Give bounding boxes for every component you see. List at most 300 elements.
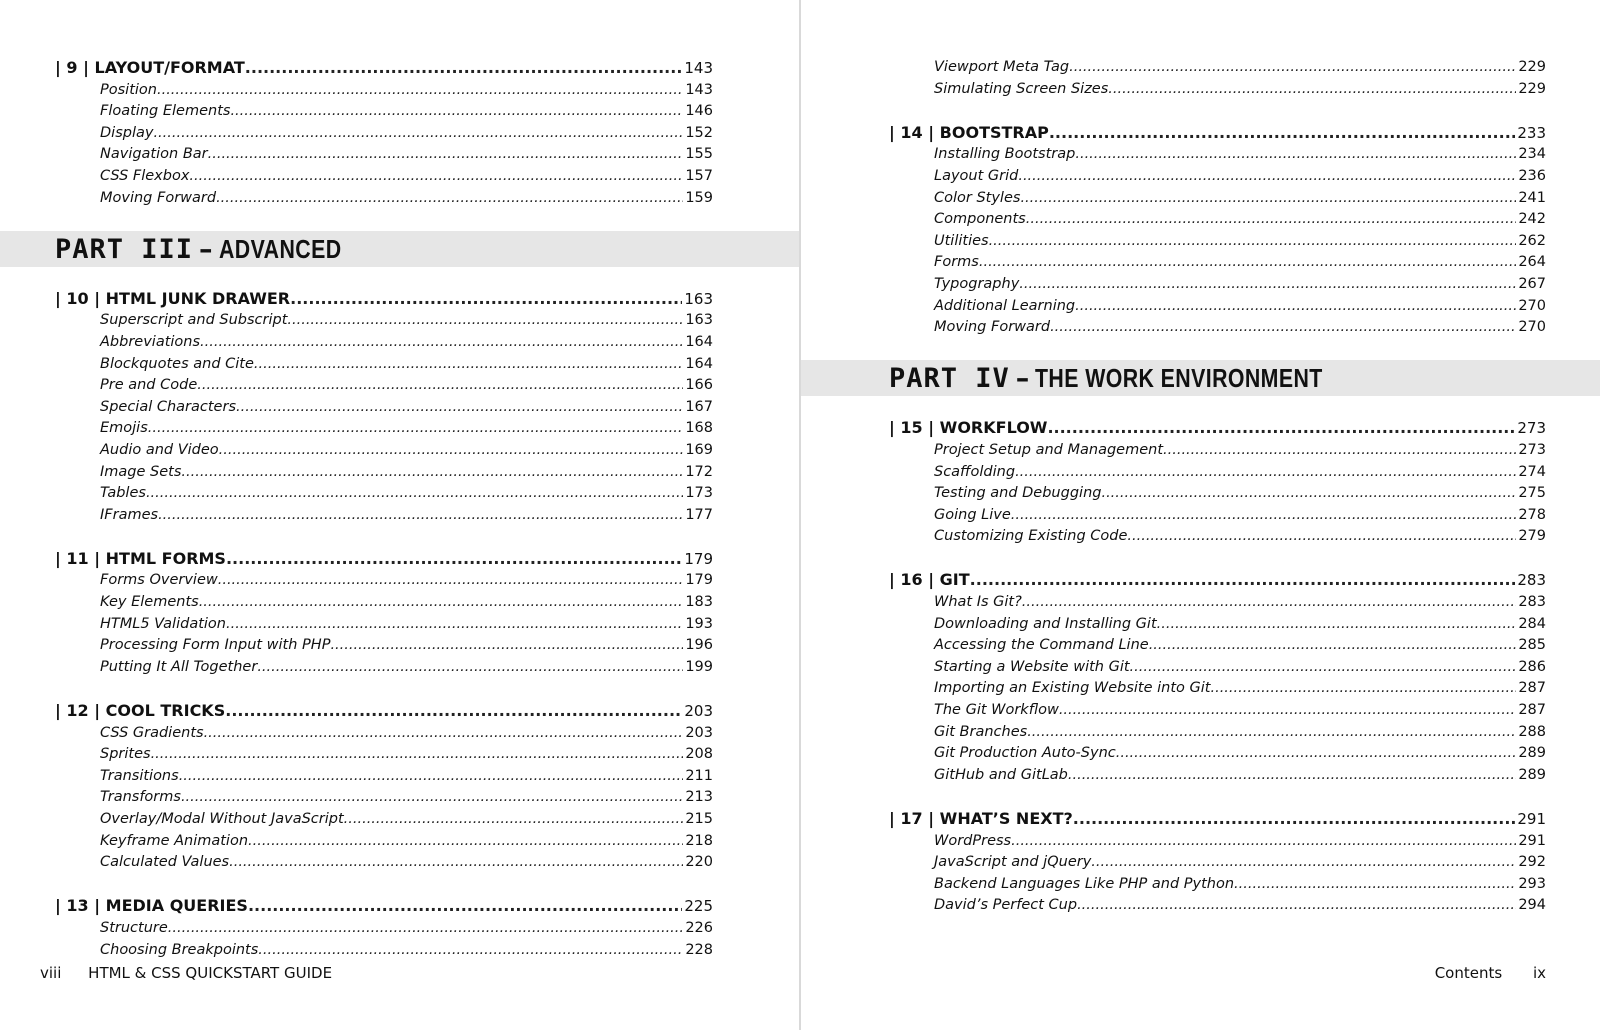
toc-entry [55, 787, 713, 809]
toc-entry-title: Structure [100, 919, 168, 936]
toc-entry-page-number: 218 [685, 832, 713, 849]
dot-leader [151, 744, 684, 766]
dot-leader [1073, 808, 1516, 830]
toc-entry-title: Position [100, 81, 157, 98]
part-title: ADVANCED [218, 233, 342, 264]
toc-column-left [55, 57, 713, 983]
toc-entry [55, 766, 713, 788]
part-dash: – [199, 233, 213, 265]
toc-entry [55, 505, 713, 527]
toc-entry [889, 874, 1546, 896]
chapter-block [55, 288, 713, 527]
toc-entry [55, 101, 713, 123]
toc-entry-page-number: 292 [1518, 854, 1546, 871]
dot-leader [1077, 895, 1516, 917]
dot-leader [1015, 462, 1516, 484]
toc-entry [55, 852, 713, 874]
toc-entry [55, 592, 713, 614]
chapter-heading-page-number: 283 [1517, 571, 1546, 590]
toc-entry-page-number: 287 [1518, 680, 1546, 697]
dot-leader [216, 188, 683, 210]
toc-entry-page-number: 242 [1518, 211, 1546, 228]
chapter-heading [55, 895, 713, 918]
toc-entry-page-number: 279 [1518, 528, 1546, 545]
dot-leader [1116, 743, 1517, 765]
toc-entry-title: Git Branches [934, 723, 1028, 740]
toc-entry-title: Accessing the Command Line [934, 637, 1149, 654]
toc-entry-title: WordPress [934, 832, 1012, 849]
toc-entry-page-number: 196 [685, 637, 713, 654]
toc-entry-title: What Is Git? [934, 594, 1022, 611]
toc-entry-title: Keyframe Animation [100, 832, 249, 849]
toc-entry [889, 831, 1546, 853]
dot-leader [181, 787, 683, 809]
page-footer-right [1435, 964, 1546, 982]
chapter-heading-page-number: 291 [1517, 810, 1546, 828]
dot-leader [218, 570, 684, 592]
chapter-heading [55, 57, 713, 80]
toc-entry-title: Transforms [100, 789, 181, 806]
toc-entry-page-number: 234 [1518, 146, 1546, 163]
dot-leader [181, 462, 683, 484]
chapter-heading-title: | 15 | WORKFLOW [889, 418, 1048, 438]
chapter-heading [55, 288, 713, 311]
toc-entry-page-number: 168 [685, 420, 713, 437]
toc-entry-page-number: 169 [685, 441, 713, 458]
toc-entry-page-number: 193 [685, 615, 713, 632]
toc-entry-title: Special Characters [100, 398, 236, 415]
toc-entry-page-number: 208 [685, 746, 713, 763]
toc-entry [55, 744, 713, 766]
toc-entry-page-number: 146 [685, 103, 713, 120]
toc-entry-title: Color Styles [934, 189, 1021, 206]
toc-entry-page-number: 275 [1518, 485, 1546, 502]
toc-entry [889, 317, 1546, 339]
part-number: PART III [55, 233, 194, 265]
chapter-heading-title: | 17 | WHAT’S NEXT? [889, 809, 1073, 828]
toc-entry [889, 188, 1546, 210]
toc-entry [55, 418, 713, 440]
toc-entry [889, 765, 1546, 787]
dot-leader [199, 592, 684, 614]
toc-entry [55, 123, 713, 145]
toc-entry [889, 592, 1546, 614]
toc-entry-title: Putting It All Together [100, 658, 258, 675]
toc-entry [889, 635, 1546, 657]
toc-entry [55, 354, 713, 376]
toc-entry-page-number: 274 [1518, 463, 1546, 480]
toc-entry [55, 80, 713, 102]
toc-entry-page-number: 294 [1518, 897, 1546, 914]
toc-entry-title: Forms [934, 254, 979, 271]
dot-leader [1019, 274, 1516, 296]
toc-entry-title: HTML5 Validation [100, 615, 226, 632]
toc-entry-page-number: 164 [685, 333, 713, 350]
dot-leader [1163, 440, 1516, 462]
toc-entry [55, 570, 713, 592]
part-heading-band [801, 360, 1600, 396]
toc-entry [55, 310, 713, 332]
dot-leader [1130, 657, 1517, 679]
dot-leader [200, 332, 683, 354]
toc-entry-title: Floating Elements [100, 103, 231, 120]
toc-entry [55, 332, 713, 354]
toc-entry-page-number: 164 [685, 355, 713, 372]
toc-entry-title: Testing and Debugging [934, 485, 1102, 502]
toc-entry-title: IFrames [100, 506, 159, 523]
toc-entry [889, 722, 1546, 744]
part-number: PART IV [889, 363, 1010, 395]
chapter-heading [55, 548, 713, 571]
toc-entry-page-number: 157 [685, 167, 713, 184]
dot-leader [1101, 483, 1516, 505]
toc-entry [889, 462, 1546, 484]
toc-entry-title: Audio and Video [100, 441, 219, 458]
toc-entry-page-number: 284 [1518, 615, 1546, 632]
chapter-heading-page-number: 179 [684, 549, 713, 568]
dot-leader [158, 505, 683, 527]
toc-entry-page-number: 199 [685, 658, 713, 675]
dot-leader [179, 766, 684, 788]
toc-entry-title: Additional Learning [934, 297, 1076, 314]
toc-entry-title: CSS Gradients [100, 724, 204, 741]
toc-entry-title: David’s Perfect Cup [934, 897, 1078, 914]
chapter-heading [55, 700, 713, 723]
toc-entry-page-number: 152 [685, 124, 713, 141]
dot-leader [236, 397, 683, 419]
left-page [0, 0, 799, 1030]
dot-leader [226, 614, 683, 636]
toc-entry-page-number: 283 [1518, 594, 1546, 611]
dot-leader [1210, 678, 1516, 700]
toc-entry-page-number: 287 [1518, 702, 1546, 719]
toc-entry-page-number: 211 [685, 767, 713, 784]
toc-entry-page-number: 215 [685, 811, 713, 827]
toc-entry [55, 144, 713, 166]
part-heading [55, 231, 799, 271]
toc-entry-title: Navigation Bar [100, 146, 208, 163]
toc-entry [889, 678, 1546, 700]
footer-page-number: ix [1532, 964, 1546, 982]
toc-entry-title: Calculated Values [100, 854, 230, 871]
dot-leader [248, 831, 683, 853]
chapter-heading [889, 808, 1546, 831]
toc-entry-page-number: 285 [1518, 637, 1546, 654]
part-heading [889, 360, 1600, 400]
toc-entry [889, 166, 1546, 188]
dot-leader [257, 657, 683, 679]
toc-entry [889, 79, 1546, 101]
toc-entry-title: Project Setup and Management [934, 441, 1164, 458]
dot-leader [970, 569, 1516, 591]
toc-entry-page-number: 143 [685, 81, 713, 98]
toc-entry-page-number: 262 [1518, 232, 1546, 249]
toc-entry-title: Tables [100, 485, 146, 502]
dot-leader [330, 635, 683, 657]
toc-entry-title: Pre and Code [100, 377, 198, 394]
toc-entry [889, 57, 1546, 79]
toc-entry [55, 375, 713, 397]
toc-entry-title: Emojis [100, 420, 148, 437]
toc-entry-page-number: 241 [1518, 189, 1546, 206]
toc-entry [55, 918, 713, 940]
toc-entry-page-number: 163 [685, 312, 713, 329]
toc-entry-title: Utilities [934, 232, 989, 249]
dot-leader [979, 252, 1516, 274]
toc-entry-page-number: 179 [685, 572, 713, 589]
toc-entry-title: Going Live [934, 506, 1011, 523]
toc-entry-page-number: 264 [1518, 254, 1546, 271]
toc-entry-page-number: 291 [1518, 832, 1546, 849]
dot-leader [230, 101, 683, 123]
toc-entry-page-number: 278 [1518, 506, 1546, 523]
toc-entry-page-number: 229 [1518, 59, 1546, 75]
continued-entries-block [889, 57, 1546, 100]
dot-leader [1234, 874, 1516, 896]
dot-leader [344, 809, 684, 831]
dot-leader [1018, 166, 1516, 188]
dot-leader [287, 310, 683, 332]
dot-leader [1022, 592, 1517, 614]
toc-entry-title: JavaScript and jQuery [934, 854, 1092, 871]
chapter-heading-page-number: 225 [684, 897, 713, 916]
toc-entry-page-number: 172 [685, 463, 713, 480]
toc-entry-title: Key Elements [100, 594, 199, 611]
toc-entry-title: Moving Forward [100, 189, 217, 206]
chapter-heading-page-number: 163 [684, 289, 713, 308]
toc-entry-title: Customizing Existing Code [934, 528, 1128, 545]
chapter-heading-title: | 13 | MEDIA QUERIES [55, 896, 248, 916]
toc-entry [889, 895, 1546, 917]
dot-leader [1091, 852, 1516, 874]
toc-entry [55, 440, 713, 462]
dot-leader [1026, 209, 1517, 231]
toc-entry-page-number: 289 [1518, 745, 1546, 762]
toc-entry-page-number: 273 [1518, 441, 1546, 458]
toc-entry [55, 462, 713, 484]
toc-entry-page-number: 159 [685, 189, 713, 206]
dot-leader [1157, 614, 1517, 636]
toc-entry [889, 231, 1546, 253]
chapter-block [55, 57, 713, 209]
chapter-block [55, 548, 713, 679]
toc-entry [55, 614, 713, 636]
toc-entry [889, 743, 1546, 765]
dot-leader [1075, 144, 1516, 166]
toc-entry [55, 635, 713, 657]
toc-entry-title: Choosing Breakpoints [100, 941, 259, 958]
toc-entry-page-number: 213 [685, 789, 713, 806]
dot-leader [219, 440, 684, 462]
toc-entry-page-number: 155 [685, 146, 713, 163]
toc-entry-title: Display [100, 124, 154, 141]
dot-leader [1059, 700, 1517, 722]
chapter-heading [889, 122, 1546, 145]
dot-leader [1049, 122, 1516, 144]
footer-book-title: HTML & CSS QUICKSTART GUIDE [88, 964, 333, 982]
chapter-block [55, 700, 713, 874]
dot-leader [1075, 296, 1516, 318]
toc-entry [55, 723, 713, 745]
dot-leader [248, 895, 682, 917]
dot-leader [189, 166, 683, 188]
toc-entry-page-number: 173 [685, 485, 713, 502]
dot-leader [1047, 417, 1515, 439]
toc-entry-title: Layout Grid [934, 167, 1019, 184]
toc-entry-title: Transitions [100, 767, 179, 784]
dot-leader [1127, 526, 1516, 548]
footer-page-number: viii [40, 964, 62, 982]
chapter-block [889, 569, 1546, 786]
toc-entry [889, 700, 1546, 722]
dot-leader [204, 723, 684, 745]
toc-entry-page-number: 228 [685, 941, 713, 958]
toc-entry-title: Simulating Screen Sizes [934, 80, 1109, 97]
toc-entry-page-number: 183 [685, 594, 713, 611]
dot-leader [153, 123, 683, 145]
toc-entry-title: Git Production Auto-Sync [934, 745, 1116, 762]
part-dash: – [1015, 363, 1030, 395]
toc-entry [889, 296, 1546, 318]
dot-leader [254, 354, 683, 376]
toc-entry [889, 440, 1546, 462]
dot-leader [157, 80, 683, 102]
toc-entry-page-number: 226 [685, 919, 713, 936]
chapter-heading [889, 569, 1546, 592]
chapter-heading-page-number: 273 [1517, 419, 1546, 438]
toc-entry-page-number: 270 [1518, 297, 1546, 314]
toc-entry-title: Overlay/Modal Without JavaScript [100, 811, 344, 827]
right-page [801, 0, 1600, 1030]
dot-leader [146, 483, 683, 505]
dot-leader [1011, 831, 1516, 853]
toc-entry-title: Scaffolding [934, 463, 1016, 480]
toc-entry [55, 483, 713, 505]
chapter-block [889, 122, 1546, 339]
toc-column-right [889, 57, 1546, 939]
toc-entry-title: Downloading and Installing Git [934, 615, 1157, 632]
page-footer-left [40, 964, 332, 982]
toc-entry [55, 809, 713, 831]
toc-entry-title: Processing Form Input with PHP [100, 637, 331, 654]
toc-entry-page-number: 167 [685, 398, 713, 415]
dot-leader [245, 57, 683, 79]
toc-entry [55, 657, 713, 679]
chapter-heading-title: | 16 | GIT [889, 570, 970, 590]
toc-entry-page-number: 220 [685, 854, 713, 871]
toc-entry-title: Sprites [100, 746, 151, 763]
dot-leader [197, 375, 683, 397]
toc-entry-page-number: 177 [685, 506, 713, 523]
toc-entry-title: Typography [934, 275, 1020, 292]
dot-leader [290, 288, 682, 310]
toc-entry-title: Importing an Existing Website into Git [934, 680, 1211, 697]
dot-leader [1050, 317, 1516, 339]
toc-entry [55, 188, 713, 210]
toc-entry-title: Forms Overview [100, 572, 218, 589]
toc-entry-title: Blockquotes and Cite [100, 355, 254, 372]
chapter-heading [889, 417, 1546, 440]
toc-entry-page-number: 267 [1518, 275, 1546, 292]
dot-leader [168, 918, 684, 940]
chapter-heading-title: | 10 | HTML JUNK DRAWER [55, 288, 291, 308]
toc-entry-title: Backend Languages Like PHP and Python [934, 875, 1235, 892]
toc-entry-title: Installing Bootstrap [934, 146, 1076, 163]
toc-entry-title: Abbreviations [100, 333, 201, 350]
toc-entry [55, 831, 713, 853]
chapter-heading-page-number: 233 [1517, 123, 1546, 142]
toc-entry [55, 397, 713, 419]
toc-entry [889, 483, 1546, 505]
chapter-block [55, 895, 713, 961]
toc-entry [889, 144, 1546, 166]
toc-entry [889, 252, 1546, 274]
dot-leader [1069, 57, 1516, 79]
toc-entry [889, 657, 1546, 679]
toc-entry-title: Superscript and Subscript [100, 312, 288, 329]
dot-leader [1149, 635, 1517, 657]
toc-entry-title: The Git Workflow [934, 702, 1059, 719]
dot-leader [1027, 722, 1516, 744]
dot-leader [1068, 765, 1516, 787]
toc-entry-title: CSS Flexbox [100, 167, 190, 184]
dot-leader [225, 700, 682, 722]
toc-entry-page-number: 288 [1518, 723, 1546, 740]
footer-section-title: Contents [1434, 964, 1503, 982]
dot-leader [1108, 79, 1516, 101]
toc-entry-page-number: 293 [1518, 875, 1546, 892]
dot-leader [148, 418, 684, 440]
toc-entry-title: Components [934, 211, 1026, 228]
chapter-heading-title: | 11 | HTML FORMS [55, 548, 226, 568]
toc-entry-title: Viewport Meta Tag [934, 59, 1070, 75]
part-title: THE WORK ENVIRONMENT [1035, 363, 1324, 394]
toc-entry-page-number: 166 [685, 377, 713, 394]
toc-entry [889, 505, 1546, 527]
dot-leader [258, 940, 683, 962]
toc-entry-page-number: 286 [1518, 658, 1546, 675]
chapter-block [889, 808, 1546, 917]
toc-entry [889, 852, 1546, 874]
chapter-heading-title: | 9 | LAYOUT/FORMAT [55, 58, 245, 77]
toc-entry-title: GitHub and GitLab [934, 766, 1068, 783]
dot-leader [226, 548, 682, 570]
toc-entry [889, 209, 1546, 231]
toc-entry-title: Moving Forward [934, 319, 1051, 336]
toc-entry-page-number: 289 [1518, 766, 1546, 783]
dot-leader [229, 852, 683, 874]
toc-entry-page-number: 229 [1518, 80, 1546, 97]
toc-entry [889, 526, 1546, 548]
toc-entry-page-number: 270 [1518, 319, 1546, 336]
toc-entry [889, 274, 1546, 296]
toc-entry-title: Starting a Website with Git [934, 658, 1130, 675]
chapter-heading-page-number: 203 [684, 702, 713, 721]
dot-leader [989, 231, 1517, 253]
chapter-heading-title: | 12 | COOL TRICKS [55, 701, 226, 721]
toc-entry [55, 940, 713, 962]
dot-leader [1020, 188, 1516, 210]
chapter-block [889, 417, 1546, 548]
toc-entry [889, 614, 1546, 636]
chapter-heading-title: | 14 | BOOTSTRAP [889, 122, 1049, 142]
chapter-heading-page-number: 143 [684, 59, 713, 77]
toc-entry-page-number: 236 [1518, 167, 1546, 184]
toc-entry-page-number: 203 [685, 724, 713, 741]
dot-leader [1011, 505, 1517, 527]
part-heading-band [0, 231, 799, 267]
dot-leader [208, 144, 684, 166]
